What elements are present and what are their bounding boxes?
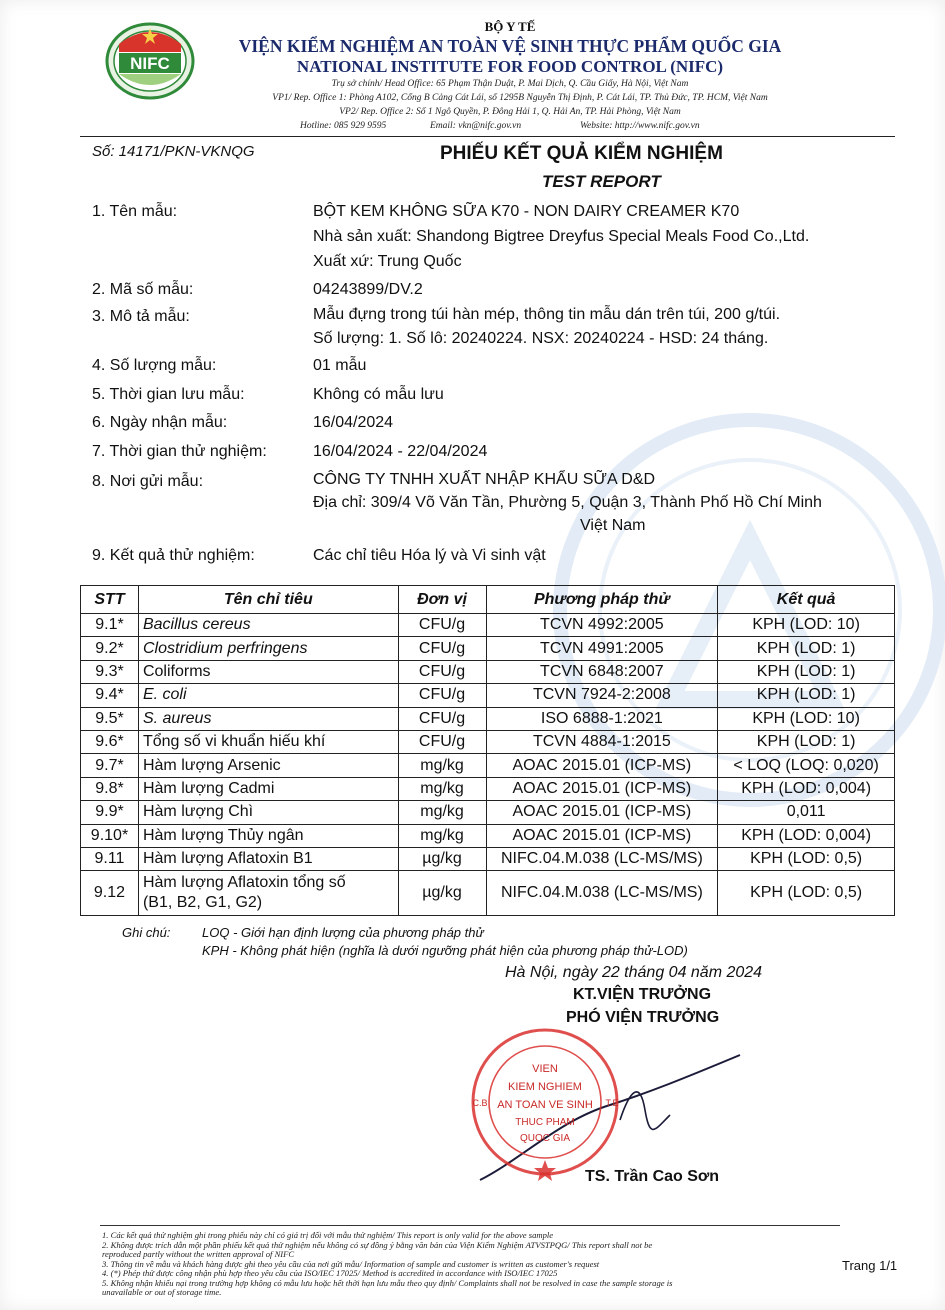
storage-label: 5. Thời gian lưu mẫu: [92,386,245,403]
row-method: AOAC 2015.01 (ICP-MS) [486,754,718,777]
sample-code-label: 2. Mã số mẫu: [92,281,194,298]
row-unit: mg/kg [398,777,486,800]
row-unit: CFU/g [398,614,486,637]
report-number: Số: 14171/PKN-VKNQG [92,143,255,160]
table-row [81,614,895,637]
table-row [81,754,895,777]
header-method: Phương pháp thử [486,586,718,614]
row-method: AOAC 2015.01 (ICP-MS) [486,824,718,847]
report-title-en: TEST REPORT [542,172,661,191]
footer-line: 4. (*) Phép thử được công nhận phù hợp theo yêu cầu của ISO/IEC 17025/ Method is accredited in accordance with ISO/IEC 17025 [102,1268,558,1278]
row-result: KPH (LOD: 10) [718,707,895,730]
footer-notes [102,1231,842,1298]
manufacturer: Nhà sản xuất: Shandong Bigtree Dreyfus Special Meals Food Co.,Ltd. [313,228,810,245]
header-name: Tên chỉ tiêu [138,586,398,614]
row-result: KPH (LOD: 1) [718,637,895,660]
sender-country: Việt Nam [580,517,646,534]
sender-address: Địa chỉ: 309/4 Võ Văn Tần, Phường 5, Quận 3, Thành Phố Hồ Chí Minh [313,494,822,511]
row-result: KPH (LOD: 0,5) [718,871,895,916]
table-header-row [81,586,895,614]
quantity-label: 4. Số lượng mẫu: [92,357,217,374]
table-row [81,660,895,683]
results-label: 9. Kết quả thử nghiệm: [92,547,255,564]
results-table [80,585,895,916]
received-date: 16/04/2024 [313,414,394,431]
row-method: TCVN 4884-1:2015 [486,730,718,753]
footer-divider [100,1225,840,1226]
logo-text: NIFC [130,54,170,73]
footer-line: reproduced partly without the written approval of NIFC [102,1249,295,1259]
nifc-logo-icon [105,22,195,100]
footer-line: unavailable or out of storage time. [102,1287,222,1297]
description-line-2: Số lượng: 1. Số lô: 20240224. NSX: 20240224 - HSD: 24 tháng. [313,330,769,347]
row-name: E. coli [138,684,398,707]
table-row [81,730,895,753]
row-name: Bacillus cereus [138,614,398,637]
row-name-continued: (B1, B2, G1, G2) [142,894,263,912]
row-stt: 9.1* [81,614,139,637]
rep-office-1: VP1/ Rep. Office 1: Phòng A102, Cổng B Cảng Cát Lái, số 1295B Nguyễn Thị Định, P. Cát Lái, TP. Thủ Đức, TP. HCM, Việt Nam [272,93,768,103]
row-method: TCVN 4991:2005 [486,637,718,660]
table-row [81,824,895,847]
row-result: KPH (LOD: 1) [718,730,895,753]
header-stt: STT [81,586,139,614]
sender-label: 8. Nơi gửi mẫu: [92,473,204,490]
email: Email: vkn@nifc.gov.vn [430,121,522,131]
table-row [81,801,895,824]
sender-name: CÔNG TY TNHH XUẤT NHẬP KHẨU SỮA D&D [313,471,656,488]
row-name: Hàm lượng Thủy ngân [138,824,398,847]
row-result: 0,011 [718,801,895,824]
row-name: Clostridium perfringens [138,637,398,660]
row-stt: 9.3* [81,660,139,683]
official-stamp [440,1020,770,1190]
sample-name-label: 1. Tên mẫu: [92,203,178,220]
signature-role-1: KT.VIỆN TRƯỞNG [573,986,712,1003]
stamp-line: KIEM NGHIEM [508,1081,582,1093]
results-summary: Các chỉ tiêu Hóa lý và Vi sinh vật [313,547,546,564]
description-label: 3. Mô tả mẫu: [92,308,190,325]
row-unit: CFU/g [398,637,486,660]
description-line-1: Mẫu đựng trong túi hàn mép, thông tin mẫu dán trên túi, 200 g/túi. [313,306,781,323]
origin: Xuất xứ: Trung Quốc [313,253,462,270]
notes-label: Ghi chú: [122,925,171,940]
row-stt: 9.2* [81,637,139,660]
note-loq: LOQ - Giới hạn định lượng của phương pháp thử [202,925,484,940]
row-stt: 9.11 [81,847,139,870]
row-method: TCVN 4992:2005 [486,614,718,637]
row-method: NIFC.04.M.038 (LC-MS/MS) [486,871,718,916]
header-result: Kết quả [718,586,895,614]
row-name: Hàm lượng Arsenic [138,754,398,777]
table-row [81,637,895,660]
row-method: AOAC 2015.01 (ICP-MS) [486,777,718,800]
ministry-name: BỘ Y TẾ [484,19,536,34]
row-unit: CFU/g [398,660,486,683]
table-row [81,871,895,916]
note-kph: KPH - Không phát hiện (nghĩa là dưới ngưỡng phát hiện của phương pháp thử-LOD) [202,943,688,958]
row-unit: µg/kg [398,847,486,870]
row-result: KPH (LOD: 1) [718,660,895,683]
table-row [81,684,895,707]
table-row [81,847,895,870]
row-unit: mg/kg [398,824,486,847]
row-result: KPH (LOD: 10) [718,614,895,637]
row-stt: 9.10* [81,824,139,847]
signature-date: Hà Nội, ngày 22 tháng 04 năm 2024 [505,964,763,981]
page-number: Trang 1/1 [842,1258,898,1273]
row-name: Hàm lượng Cadmi [138,777,398,800]
signature-role-2: PHÓ VIỆN TRƯỞNG [566,1009,720,1026]
footer-line: 1. Các kết quả thử nghiệm ghi trong phiếu này chỉ có giá trị đối với mẫu thử nghiệm/ This report is only valid for the above sample [102,1230,554,1240]
stamp-line: QUOC GIA [519,1133,571,1144]
website: Website: http://www.nifc.gov.vn [580,121,700,131]
sample-name: BỘT KEM KHÔNG SỮA K70 - NON DAIRY CREAMER K70 [313,203,740,220]
footer-line: 3. Thông tin về mẫu và khách hàng được ghi theo yêu cầu của nơi gửi mẫu/ Information of sample and customer is written as customer's request [102,1258,600,1269]
row-stt: 9.6* [81,730,139,753]
storage: Không có mẫu lưu [313,386,444,403]
quantity: 01 mẫu [313,357,367,374]
row-name: S. aureus [138,707,398,730]
row-result: KPH (LOD: 0,5) [718,847,895,870]
row-unit: µg/kg [398,871,486,916]
row-name: Tổng số vi khuẩn hiếu khí [138,730,398,753]
stamp-line: THUC PHAM [515,1117,575,1128]
row-stt: 9.9* [81,801,139,824]
row-unit: mg/kg [398,754,486,777]
stamp-line: VIEN [532,1063,558,1075]
row-unit: CFU/g [398,730,486,753]
row-name: Hàm lượng Chì [138,801,398,824]
stamp-side: C.B [472,1098,488,1108]
row-result: KPH (LOD: 0,004) [718,777,895,800]
row-method: ISO 6888-1:2021 [486,707,718,730]
report-title-vi: PHIẾU KẾT QUẢ KIỂM NGHIỆM [440,143,723,164]
stamp-line: AN TOAN VE SINH [497,1099,593,1111]
header-divider [80,136,895,137]
header-unit: Đơn vị [398,586,486,614]
institute-name-en: NATIONAL INSTITUTE FOR FOOD CONTROL (NIFC) [296,57,724,76]
row-result: < LOQ (LOQ: 0,020) [718,754,895,777]
row-stt: 9.12 [81,871,139,916]
row-name: Hàm lượng Aflatoxin tổng số [142,874,346,892]
row-result: KPH (LOD: 1) [718,684,895,707]
row-method: NIFC.04.M.038 (LC-MS/MS) [486,847,718,870]
sample-code: 04243899/DV.2 [313,281,423,298]
test-period: 16/04/2024 - 22/04/2024 [313,443,488,460]
table-row [81,777,895,800]
row-unit: CFU/g [398,684,486,707]
signer-name: TS. Trần Cao Sơn [585,1168,720,1185]
test-period-label: 7. Thời gian thử nghiệm: [92,443,267,460]
table-row [81,707,895,730]
head-office: Trụ sở chính/ Head Office: 65 Phạm Thận Duật, P. Mai Dịch, Q. Cầu Giấy, Hà Nội, Việt Nam [331,79,689,89]
footer-line: 2. Không được trích dẫn một phần phiếu kết quả thử nghiệm nếu không có sự đồng ý bằng văn bản của Viện Kiểm Nghiệm ATVSTPQG/ This report shall not be [102,1239,653,1250]
institute-name-vi: VIỆN KIỂM NGHIỆM AN TOÀN VỆ SINH THỰC PHẨM QUỐC GIA [238,36,782,56]
row-stt: 9.8* [81,777,139,800]
row-method: TCVN 7924-2:2008 [486,684,718,707]
row-stt: 9.4* [81,684,139,707]
row-method: TCVN 6848:2007 [486,660,718,683]
hotline: Hotline: 085 929 9595 [300,121,387,131]
row-name-cell [138,871,398,916]
signature-stroke [620,1092,670,1130]
footer-line: 5. Không nhận khiếu nại trong trường hợp không có mẫu lưu hoặc hết thời hạn lưu mẫu theo quy định/ Complaints shall not be resolved in case the sample storage is [102,1277,673,1288]
row-stt: 9.7* [81,754,139,777]
row-unit: CFU/g [398,707,486,730]
received-label: 6. Ngày nhận mẫu: [92,414,228,431]
row-stt: 9.5* [81,707,139,730]
row-unit: mg/kg [398,801,486,824]
stamp-side: T.E [605,1098,619,1108]
row-method: AOAC 2015.01 (ICP-MS) [486,801,718,824]
row-result: KPH (LOD: 0,004) [718,824,895,847]
row-name: Coliforms [138,660,398,683]
row-name: Hàm lượng Aflatoxin B1 [138,847,398,870]
rep-office-2: VP2/ Rep. Office 2: Số 1 Ngô Quyền, P. Đông Hải 1, Q. Hải An, TP. Hải Phòng, Việt Nam [339,107,681,117]
